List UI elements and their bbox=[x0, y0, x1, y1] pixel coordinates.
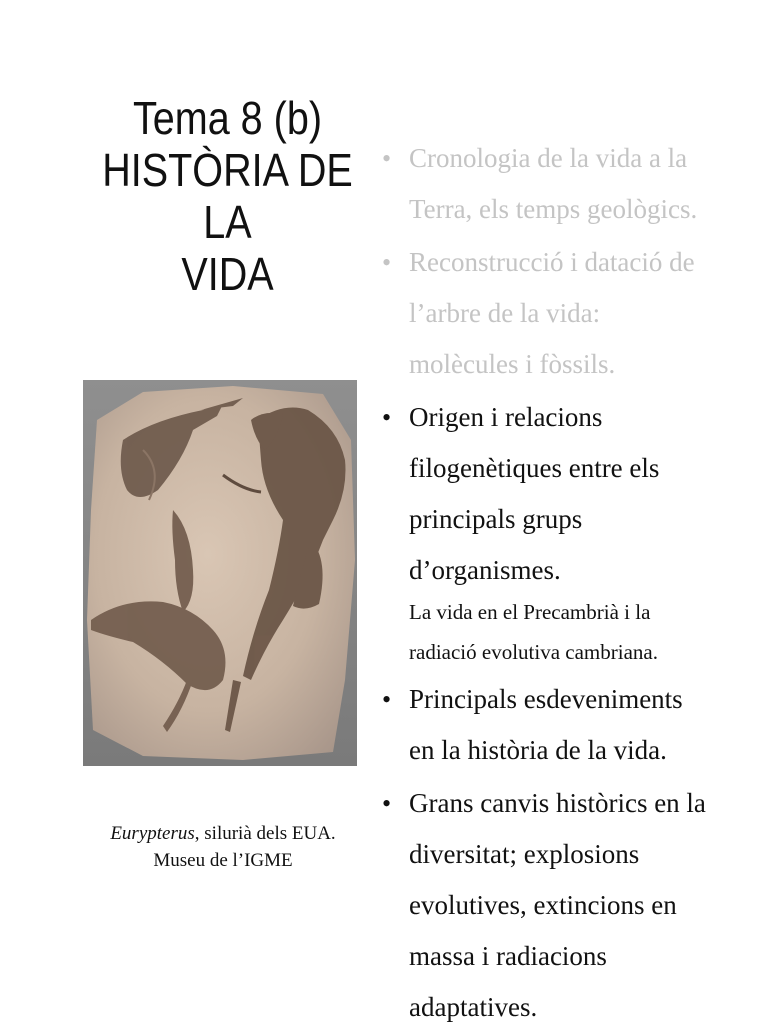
bullet-dot: • bbox=[382, 685, 392, 714]
title-line-1: Tema 8 (b) bbox=[132, 92, 323, 144]
bullet-subtext: La vida en el Precambrià i la radiació evolutiva cambriana. bbox=[409, 600, 658, 664]
bullet-item bbox=[380, 674, 710, 776]
fossil-illustration bbox=[83, 380, 357, 766]
bullet-dot: • bbox=[382, 403, 392, 432]
bullet-item bbox=[380, 392, 710, 672]
bullet-text: Grans canvis històrics en la diversitat; explosions evolutives, extincions en massa i radiacions adaptatives. bbox=[409, 788, 706, 1022]
title-line-2: HISTÒRIA DE LA bbox=[102, 144, 353, 248]
caption-line-1 bbox=[108, 820, 338, 847]
bullet-item bbox=[380, 778, 710, 1033]
caption-locality: , silurià dels EUA. bbox=[194, 823, 336, 844]
bullet-dot: • bbox=[382, 144, 392, 173]
bullet-item bbox=[380, 133, 710, 235]
caption-line-2: Museu de l’IGME bbox=[153, 850, 293, 871]
bullet-text: Origen i relacions filogenètiques entre els principals grups d’organismes. bbox=[409, 402, 660, 585]
title-line-3: VIDA bbox=[181, 248, 274, 300]
photo-caption bbox=[108, 820, 338, 874]
bullet-item bbox=[380, 237, 710, 390]
slide-title bbox=[101, 92, 355, 300]
bullet-text: Reconstrucció i datació de l’arbre de la vida: molècules i fòssils. bbox=[409, 247, 695, 379]
topic-list bbox=[380, 133, 710, 1035]
bullet-dot: • bbox=[382, 248, 392, 277]
bullet-dot: • bbox=[382, 789, 392, 818]
caption-taxon: Eurypterus bbox=[110, 823, 195, 844]
bullet-text: Principals esdeveniments en la història de la vida. bbox=[409, 684, 683, 765]
bullet-text: Cronologia de la vida a la Terra, els temps geològics. bbox=[409, 143, 698, 224]
fossil-photo bbox=[83, 380, 357, 766]
